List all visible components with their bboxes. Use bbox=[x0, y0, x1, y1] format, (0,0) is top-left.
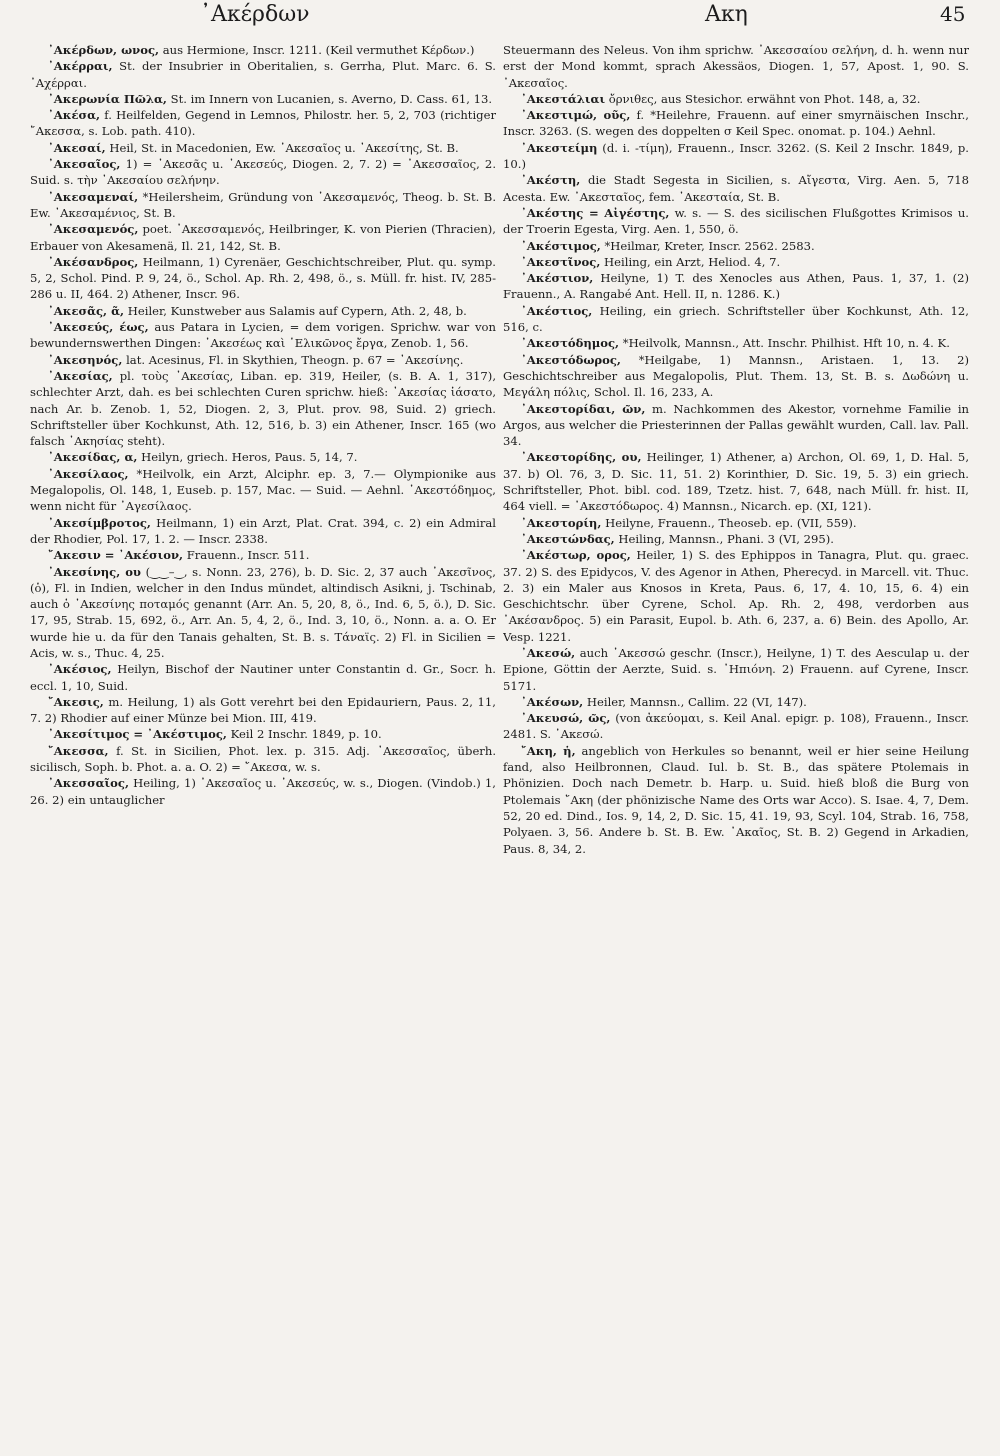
page-header bbox=[0, 0, 1000, 32]
entry-headword: ᾿Ακεστορίδης, ου, bbox=[521, 450, 642, 465]
entry-headword: ᾿Ακεσαῖος, bbox=[48, 157, 121, 172]
entry-headword: ᾿Ακεστῖνος, bbox=[521, 254, 601, 269]
dictionary-entry bbox=[503, 42, 969, 91]
page-number: 45 bbox=[940, 2, 966, 26]
dictionary-entry bbox=[30, 726, 496, 742]
entry-headword: ᾿Ακέστης = Αἰγέστης, bbox=[521, 205, 670, 220]
dictionary-entry bbox=[503, 270, 969, 303]
entry-text: Heiler, Kunstweber aus Salamis auf Cypern, Ath. 2, 48, b. bbox=[124, 303, 467, 318]
dictionary-entry bbox=[503, 401, 969, 450]
entry-text: St. der Insubrier in Oberitalien, s. Gerrha, Plut. Marc. 6. S. ᾿Αχέρραι. bbox=[30, 59, 496, 90]
dictionary-entry bbox=[30, 547, 496, 563]
entry-text: *Heilmar, Kreter, Inscr. 2562. 2583. bbox=[600, 238, 815, 253]
entry-headword: ᾿Ακεσίδας, α, bbox=[48, 450, 138, 465]
dictionary-entry bbox=[503, 254, 969, 270]
dictionary-entry bbox=[503, 107, 969, 140]
entry-headword: ᾿Ακεστιμώ, οῦς, bbox=[521, 108, 631, 123]
right-column bbox=[503, 42, 969, 1450]
entry-text: aus Patara in Lycien, = dem vorigen. Sprichw. war von bewundernswerthen Dingen: ᾿Ακεσέως καὶ ῾Ελικῶνος ἔργα, Zenob. 1, 56. bbox=[30, 320, 496, 351]
dictionary-entry bbox=[30, 352, 496, 368]
entry-text: Heilmann, 1) ein Arzt, Plat. Crat. 394, c. 2) ein Admiral der Rhodier, Pol. 17, 1. 2. — Inscr. 2338. bbox=[30, 515, 496, 546]
entry-text: Heilyne, Frauenn., Theoseb. ep. (VII, 559). bbox=[601, 515, 857, 530]
dictionary-entry bbox=[503, 91, 969, 107]
dictionary-entry bbox=[30, 254, 496, 303]
entry-headword: ᾿Ακεσαμενός, bbox=[48, 222, 139, 237]
entry-text: pl. τοὺς ᾿Ακεσίας, Liban. ep. 319, Heiler, (s. B. A. 1, 317), schlechter Arzt, dah. es bei schlechten Curen sprichw. hieß: ᾿Ακεσίας ἰάσατο, nach Ar. b. Zenob. 1, 52, Diogen. 2, 3, Plut. prov. 98, Suid. 2) griech. Schriftsteller über Kochkunst, Ath. 12, 516, b. 3) ein Athener, Inscr. 165 (wo falsch ᾿Ακησίας steht). bbox=[30, 368, 496, 449]
dictionary-entry bbox=[503, 743, 969, 857]
entry-text: m. Nachkommen des Akestor, vornehme Familie in Argos, aus welcher die Priesterinnen der Pallas gewählt wurden, Call. lav. Pall. 34. bbox=[503, 401, 969, 449]
entry-headword: ᾿Ακέστιος, bbox=[521, 303, 593, 318]
dictionary-entry bbox=[503, 449, 969, 514]
entry-headword: ᾿Ακέστιον, bbox=[521, 271, 594, 286]
entry-text: Frauenn., Inscr. 511. bbox=[183, 548, 310, 563]
entry-text: Heilyn, Bischof der Nautiner unter Constantin d. Gr., Socr. h. eccl. 1, 10, Suid. bbox=[30, 662, 496, 693]
header-right-word: Ακη bbox=[705, 2, 748, 27]
dictionary-entry bbox=[30, 140, 496, 156]
entry-text: w. s. — S. des sicilischen Flußgottes Krimisos u. der Troerin Egesta, Virg. Aen. 1, 550, ö. bbox=[503, 205, 969, 237]
entry-text: aus Hermione, Inscr. 1211. (Keil vermuthet Κέρδων.) bbox=[159, 43, 475, 57]
entry-text: f. Heilfelden, Gegend in Lemnos, Philostr. her. 5, 2, 703 (richtiger ῎Ακεσσα, s. Lob. path. 410). bbox=[30, 108, 496, 139]
entry-headword: ᾿Ακεσαμεναί, bbox=[48, 189, 139, 204]
entry-text: *Heilgabe, 1) Mannsn., Aristaen. 1, 13. 2) Geschichtschreiber aus Megalopolis, Plut. Them. 13, St. B. s. Δωδώνη u. Μεγάλη πόλις, Schol. Il. 16, 233, A. bbox=[503, 352, 969, 400]
entry-text: Heiling, Mannsn., Phani. 3 (VI, 295). bbox=[614, 531, 834, 546]
entry-text: f. *Heilehre, Frauenn. auf einer smyrnäischen Inschr., Inscr. 3263. (S. wegen des doppelten σ Keil Spec. onomat. p. 104.) Aehnl. bbox=[503, 108, 969, 139]
entry-headword: ᾿Ακεσηνός, bbox=[48, 352, 123, 367]
entry-text: *Heilersheim, Gründung von ᾿Ακεσαμενός, Theog. b. St. B. Ew. ᾿Ακεσαμένιος, St. B. bbox=[30, 189, 496, 220]
entry-text: *Heilvolk, Mannsn., Att. Inschr. Philhist. Hft 10, n. 4. K. bbox=[619, 336, 950, 351]
entry-text: auch ᾿Ακεσσώ geschr. (Inscr.), Heilyne, 1) T. des Aesculap u. der Epione, Göttin der Aerzte, Suid. s. ᾿Ηπιόνη. 2) Frauenn. auf Cyrene, Inscr. 5171. bbox=[503, 645, 969, 693]
entry-headword: ᾿Ακεσαί, bbox=[48, 140, 106, 155]
dictionary-entry bbox=[30, 189, 496, 222]
dictionary-entry bbox=[503, 515, 969, 531]
entry-headword: ᾿Ακεστάλιαι bbox=[521, 91, 606, 106]
entry-headword: ᾿Ακεστόδημος, bbox=[521, 336, 620, 351]
dictionary-entry bbox=[30, 515, 496, 548]
entry-text: 1) = ᾿Ακεσᾶς u. ᾿Ακεσεύς, Diogen. 2, 7. 2) = ᾿Ακεσσαῖος, 2. Suid. s. τὴν ᾿Ακεσαίου σελήνην. bbox=[30, 157, 496, 188]
dictionary-entry bbox=[503, 205, 969, 238]
entry-headword: ᾿Ακέστη, bbox=[521, 173, 581, 188]
entry-text: m. Heilung, 1) als Gott verehrt bei den Epidauriern, Paus. 2, 11, 7. 2) Rhodier auf einer Münze bei Mion. III, 419. bbox=[30, 694, 496, 726]
entry-headword: ᾿Ακέσων, bbox=[521, 694, 584, 709]
entry-text: lat. Acesinus, Fl. in Skythien, Theogn. p. 67 = ᾿Ακεσίνης. bbox=[122, 352, 464, 367]
entry-text: Heilyne, 1) T. des Xenocles aus Athen, Paus. 1, 37, 1. (2) Frauenn., A. Rangabé Ant. Hell. II, n. 1286. K.) bbox=[503, 271, 969, 302]
entry-headword: ᾿Ακεστορίη, bbox=[521, 515, 602, 530]
entry-headword: ῎Ακη, ἡ, bbox=[521, 743, 576, 758]
dictionary-entry bbox=[503, 352, 969, 401]
dictionary-entry bbox=[30, 694, 496, 727]
entry-headword: ᾿Ακεσώ, bbox=[521, 645, 576, 660]
entry-text: *Heilvolk, ein Arzt, Alciphr. ep. 3, 7.— Olympionike aus Megalopolis, Ol. 148, 1, Euseb. p. 157, Mac. — Suid. — Aehnl. ᾿Ακεστόδημος, wenn nicht für ᾿Αγεσίλαος. bbox=[30, 466, 496, 514]
entry-headword: ᾿Ακέσανδρος, bbox=[48, 254, 139, 269]
entry-text: (d. i. -τίμη), Frauenn., Inscr. 3262. (S. Keil 2 Inschr. 1849, p. 10.) bbox=[503, 140, 969, 172]
dictionary-entry bbox=[30, 564, 496, 662]
entry-headword: ᾿Ακέρδων, ωνος, bbox=[48, 43, 160, 57]
entry-headword: ᾿Ακεσίμβροτος, bbox=[48, 515, 151, 530]
entry-text: Heiler, Mannsn., Callim. 22 (VI, 147). bbox=[583, 694, 807, 709]
dictionary-entry bbox=[30, 449, 496, 465]
dictionary-entry bbox=[30, 466, 496, 515]
entry-headword: ᾿Ακεστορίδαι, ῶν, bbox=[521, 401, 646, 416]
dictionary-entry bbox=[30, 319, 496, 352]
dictionary-entry bbox=[30, 661, 496, 694]
entry-headword: ᾿Ακεστώνδας, bbox=[521, 531, 615, 546]
dictionary-entry bbox=[503, 303, 969, 336]
entry-headword: ῎Ακεσιν = ᾿Ακέσιον, bbox=[48, 548, 184, 563]
entry-headword: ᾿Ακευσώ, ῶς, bbox=[521, 711, 611, 726]
dictionary-entry bbox=[503, 172, 969, 205]
entry-headword: ᾿Ακεστείμη bbox=[521, 140, 598, 155]
dictionary-entry bbox=[503, 645, 969, 694]
entry-headword: ᾿Ακερωνία Πῶλα, bbox=[48, 91, 167, 106]
entry-text: (von ἀκεύομαι, s. Keil Anal. epigr. p. 108), Frauenn., Inscr. 2481. S. ᾿Ακεσώ. bbox=[503, 711, 969, 742]
dictionary-entry bbox=[503, 694, 969, 710]
entry-text: St. im Innern von Lucanien, s. Averno, D. Cass. 61, 13. bbox=[166, 91, 493, 106]
entry-headword: ᾿Ακεστόδωρος, bbox=[521, 352, 621, 367]
entry-text: (‿‿–‿, s. Nonn. 23, 276), b. D. Sic. 2, 37 auch ᾿Ακεσῖνος, (ὁ), Fl. in Indien, welcher in den Indus mündet, altindisch Asikni, j. Tschinab, auch ὁ ᾿Ακεσίνης ποταμός genannt (Arr. An. 5, 20, 8, ö., Ind. 6, 5, ö.), D. Sic. 17, 95, Strab. 15, 692, ö., Arr. An. 5, 4, 2, ö., Ind. 3, 10, ö., Nonn. a. a. O. Er wurde hie u. da für den Tanais gehalten, St. B. s. Τάναϊς. 2) Fl. in Sicilien = Acis, w. s., Thuc. 4, 25. bbox=[30, 564, 496, 660]
entry-text: Heilmann, 1) Cyrenäer, Geschichtschreiber, Plut. qu. symp. 5, 2, Schol. Pind. P. 9, 24, ö., Schol. Ap. Rh. 2, 498, ö., s. Müll. fr. hist. IV, 285-286 u. II, 464. 2) Athener, Inscr. 96. bbox=[30, 254, 496, 302]
entry-headword: ῎Ακεσις, bbox=[48, 694, 104, 709]
header-left-word: ᾿Ακέρδων bbox=[200, 2, 310, 27]
entry-text: Heil, St. in Macedonien, Ew. ᾿Ακεσαῖος u. ᾿Ακεσίτης, St. B. bbox=[105, 140, 459, 155]
entry-text: Heiling, ein Arzt, Heliod. 4, 7. bbox=[600, 254, 781, 269]
entry-headword: ᾿Ακεσᾶς, ᾶ, bbox=[48, 303, 125, 318]
entry-text: f. St. in Sicilien, Phot. lex. p. 315. Adj. ᾿Ακεσσαῖος, überh. sicilisch, Soph. b. Phot. a. a. O. 2) = ῎Ακεσα, w. s. bbox=[30, 743, 496, 775]
left-column bbox=[30, 42, 496, 1450]
entry-text: Heiler, 1) S. des Ephippos in Tanagra, Plut. qu. graec. 37. 2) S. des Epidycos, V. des Agenor in Athen, Pherecyd. in Marcell. vit. Thuc. 2. 3) ein Maler aus Knosos in Kreta, Paus. 6, 17, 4. 10, 15, 6. 4) ein Geschichtschr. über Cyrene, Schol. Ap. Rh. 2, 498, verdorben aus ᾿Ακέσανδρος. 5) ein Parasit, Eupol. b. Ath. 6, 237, a. 6) Bein. des Apollo, Ar. Vesp. 1221. bbox=[503, 548, 969, 644]
entry-headword: ᾿Ακεσσαῖος, bbox=[48, 776, 129, 791]
dictionary-entry bbox=[30, 775, 496, 808]
dictionary-entry bbox=[30, 91, 496, 107]
entry-headword: ᾿Ακέσιος, bbox=[48, 662, 112, 677]
entry-text: die Stadt Segesta in Sicilien, s. Αἴγεστα, Virg. Aen. 5, 718 Acesta. Ew. ᾿Ακεσταῖος, fem. ᾿Ακεσταία, St. B. bbox=[503, 173, 969, 204]
dictionary-entry bbox=[30, 303, 496, 319]
dictionary-entry bbox=[30, 221, 496, 254]
dictionary-entry bbox=[503, 335, 969, 351]
entry-text: ὄρνιθες, aus Stesichor. erwähnt von Phot. 148, a, 32. bbox=[605, 91, 921, 106]
entry-headword: ᾿Ακέρραι, bbox=[48, 59, 113, 74]
entry-headword: ᾿Ακέστωρ, ορος, bbox=[521, 548, 631, 563]
dictionary-entry bbox=[503, 710, 969, 743]
entry-headword: ᾿Ακέσα, bbox=[48, 108, 101, 123]
entry-text: Steuermann des Neleus. Von ihm sprichw. ᾿Ακεσσαίου σελήνη, d. h. wenn nur erst der Mond kommt, sprach Akessäos, Diogen. 1, 57, Apost. 1, 90. S. ᾿Ακεσαῖος. bbox=[503, 43, 969, 90]
dictionary-entry bbox=[30, 743, 496, 776]
entry-headword: ῎Ακεσσα, bbox=[48, 743, 109, 758]
entry-text: Heilyn, griech. Heros, Paus. 5, 14, 7. bbox=[137, 450, 358, 465]
entry-text: angeblich von Herkules so benannt, weil er hier seine Heilung fand, also Heilbronnen, Claud. Iul. b. St. B., das spätere Ptolemais in Phönizien. Doch nach Demetr. b. Harp. u. Suid. hieß bloß die Burg von Ptolemais ῎Ακη (der phönizische Name des Orts war Acco). S. Isae. 4, 7, Dem. 52, 20 ed. Dind., Ios. 9, 14, 2, D. Sic. 15, 41. 19, 93, Scyl. 104, Strab. 16, 758, Polyaen. 3, 56. Andere b. St. B. Ew. ᾿Ακαῖος, St. B. 2) Gegend in Arkadien, Paus. 8, 34, 2. bbox=[503, 743, 969, 856]
entry-text: Heiling, ein griech. Schriftsteller über Kochkunst, Ath. 12, 516, c. bbox=[503, 303, 969, 335]
dictionary-entry bbox=[30, 368, 496, 449]
entry-headword: ᾿Ακεσίτιμος = ᾿Ακέστιμος, bbox=[48, 727, 227, 742]
entry-headword: ᾿Ακέστιμος, bbox=[521, 238, 601, 253]
entry-headword: ᾿Ακεσίας, bbox=[48, 368, 113, 383]
entry-text: Heilinger, 1) Athener, a) Archon, Ol. 69, 1, D. Hal. 5, 37. b) Ol. 76, 3, D. Sic. 11, 51. 2) Korinthier, D. Sic. 19, 5. 3) ein griech. Schriftsteller, Phot. bibl. cod. 189, Tzetz. hist. 7, 648, nach Müll. fr. hist. II, 464 viell. = ᾿Ακεστόδωρος. 4) Mannsn., Nicarch. ep. (XI, 121). bbox=[503, 450, 969, 514]
dictionary-entry bbox=[503, 547, 969, 645]
dictionary-entry bbox=[503, 238, 969, 254]
dictionary-entry bbox=[30, 42, 496, 58]
entry-headword: ᾿Ακεσίλαος, bbox=[48, 466, 129, 481]
entry-text: Keil 2 Inschr. 1849, p. 10. bbox=[226, 727, 382, 742]
dictionary-entry bbox=[30, 107, 496, 140]
entry-text: Heiling, 1) ᾿Ακεσαῖος u. ᾿Ακεσεύς, w. s., Diogen. (Vindob.) 1, 26. 2) ein untauglicher bbox=[30, 776, 496, 807]
entry-headword: ᾿Ακεσίνης, ου bbox=[48, 564, 141, 579]
dictionary-entry bbox=[30, 58, 496, 91]
entry-headword: ᾿Ακεσεύς, έως, bbox=[48, 320, 149, 335]
dictionary-entry bbox=[30, 156, 496, 189]
entry-text: poet. ᾿Ακεσσαμενός, Heilbringer, K. von Pierien (Thracien), Erbauer von Akesamenä, Il. 21, 142, St. B. bbox=[30, 222, 496, 253]
dictionary-entry bbox=[503, 531, 969, 547]
dictionary-entry bbox=[503, 140, 969, 173]
